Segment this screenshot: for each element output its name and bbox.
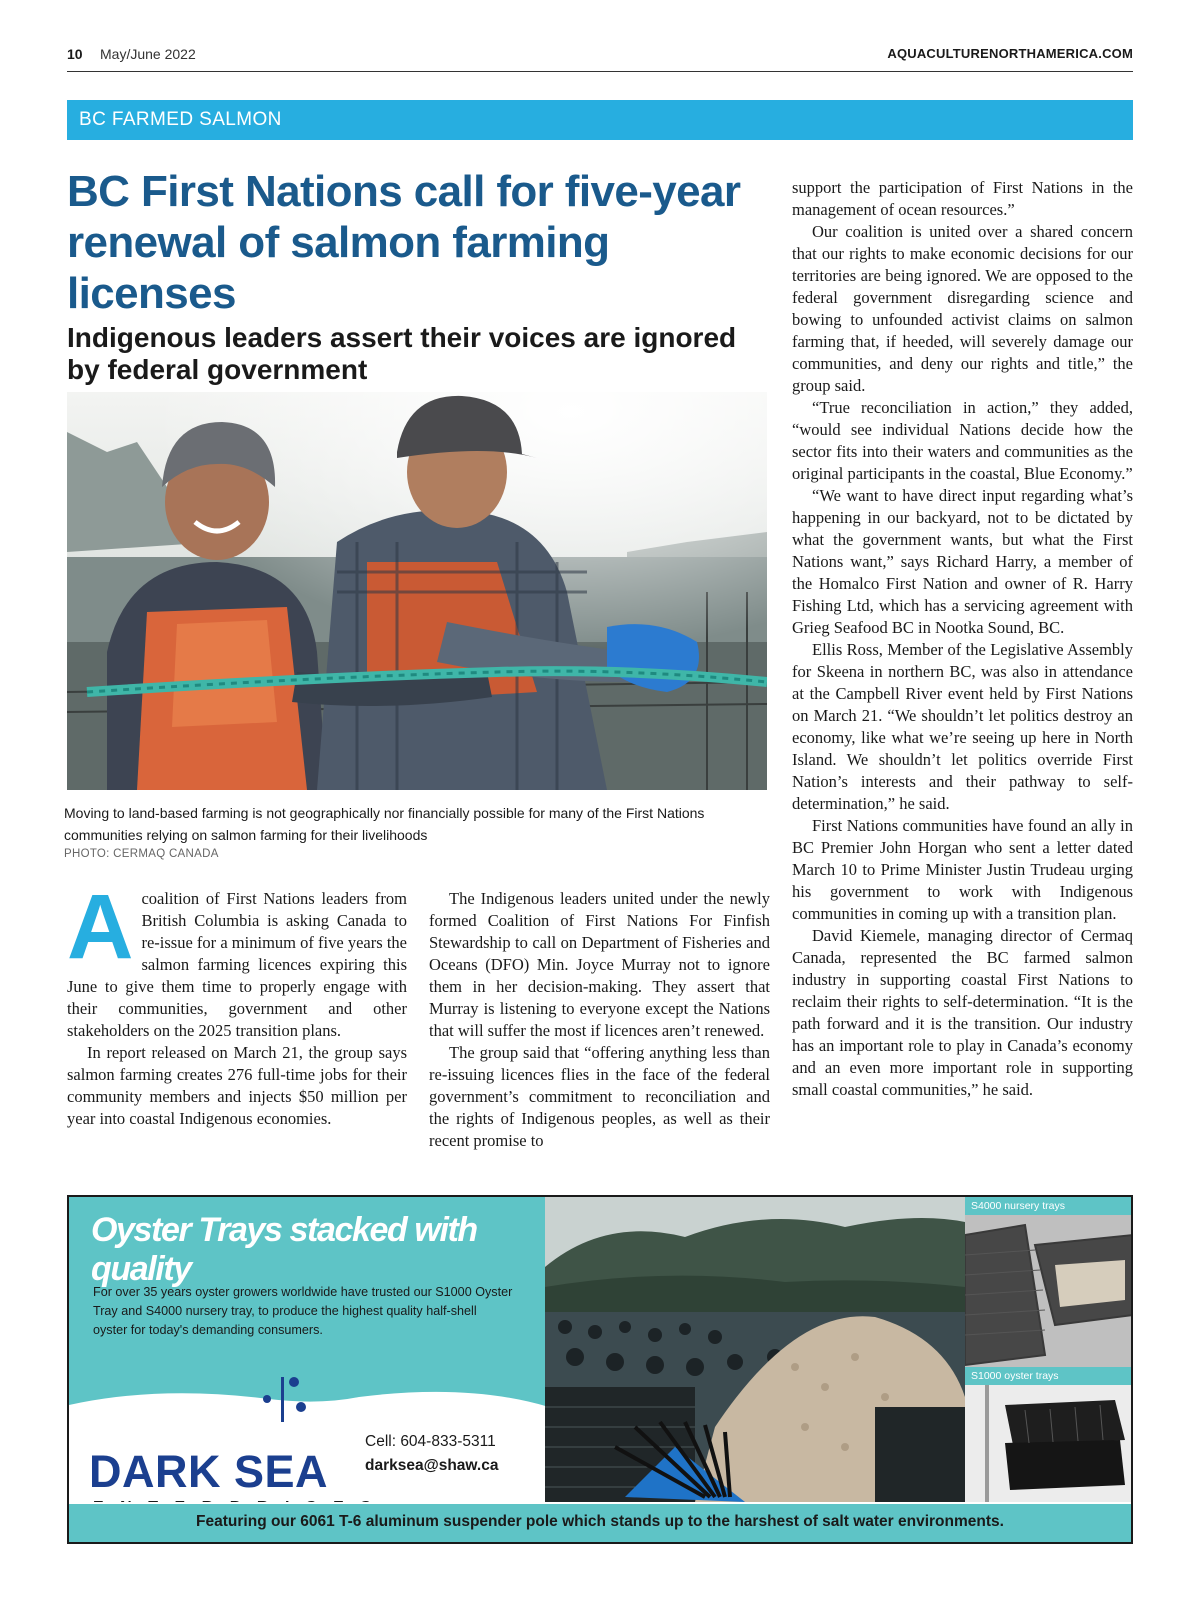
article-paragraph: “We want to have direct input regarding what’s happening in our backyard, not to be dictated by what the government wants, but what the First Nations want,” says Richard Harry, a member of the Homalco First Nation and owner of R. Harry Fishing Ltd, which has a servicing agreement with Grieg Seafood BC in Nootka Sound, BC. — [792, 486, 1133, 637]
ad-tagline: Featuring our 6061 T-6 aluminum suspender pole which stands up to the harshest of salt water environments. — [196, 1513, 1004, 1530]
article-paragraph: First Nations communities have found an ally in BC Premier John Horgan who sent a letter dated March 10 to Prime Minister Justin Trudeau urging his government to work with Indigenous communities in coming up with a transition plan. — [792, 816, 1133, 923]
article-paragraph: Ellis Ross, Member of the Legislative Assembly for Skeena in northern BC, was also in attendance at the Campbell River event held by First Nations on March 21. “We shouldn’t let politics destroy an economy, like what we’re seeing up here in North Island. We shouldn’t let politics override First Nation’s interests and their pathway to self-determination,” he said. — [792, 640, 1133, 813]
ad-text-panel — [69, 1197, 549, 1502]
ad-title: Oyster Trays stacked with quality — [91, 1211, 477, 1288]
oyster-farm-photo — [545, 1197, 965, 1502]
oyster-tray-illustration — [965, 1385, 1133, 1502]
photo-caption: Moving to land-based farming is not geographically nor financially possible for many of the First Nations communities relying on salmon farming for their livelihoods — [64, 805, 705, 843]
article-paragraph: In report released on March 21, the group says salmon farming creates 276 full-time jobs for their community members and injects $50 million per year into coastal Indigenous economies. — [67, 1043, 407, 1128]
article-paragraph: support the participation of First Nations in the management of ocean resources.” — [792, 178, 1133, 219]
article-column-1 — [67, 876, 407, 1130]
article-column-3 — [792, 177, 1133, 1101]
article-photo — [67, 392, 767, 790]
article-paragraph: The group said that “offering anything less than re-issuing licences flies in the face of the federal government’s commitment to reconciliation and the rights of Indigenous peoples, as well as their recent promise to — [429, 1043, 770, 1150]
logo-wordmark: DARK SEA — [89, 1446, 329, 1497]
article-paragraph — [67, 876, 407, 1042]
section-banner — [67, 100, 1133, 140]
photo-credit: PHOTO: CERMAQ CANADA — [64, 848, 219, 860]
ad-phone[interactable]: Cell: 604-833-5311 — [365, 1433, 496, 1450]
article-headline: BC First Nations call for five-year renewal of salmon farming licenses — [67, 167, 741, 318]
issue-date: May/June 2022 — [100, 46, 196, 62]
dark-sea-logo — [89, 1447, 359, 1507]
drop-cap: A — [67, 876, 134, 978]
tray-product-panel — [965, 1197, 1133, 1502]
page-header — [67, 44, 1133, 72]
ad-email-link[interactable]: darksea@shaw.ca — [365, 1457, 499, 1474]
ad-body: For over 35 years oyster growers worldwide have trusted our S1000 Oyster Tray and S4000 nursery tray, to produce the highest quality half-shell oyster for today's demanding consumers. — [93, 1285, 513, 1337]
article-paragraph: Our coalition is united over a shared concern that our rights to make economic decisions for our territories are being ignored. We are opposed to the federal government disregarding science and bowing to unfounded activist claims on salmon farming that, if heeded, will severely damage our communities, and deny our rights and title,” the group said. — [792, 222, 1133, 395]
nursery-tray-label: S4000 nursery trays — [965, 1197, 1133, 1215]
oyster-tray-label: S1000 oyster trays — [965, 1367, 1133, 1385]
ad-footer-banner — [69, 1502, 1131, 1542]
workers-pulling-rope-illustration — [67, 392, 767, 790]
article-subheadline: Indigenous leaders assert their voices are ignored by federal government — [67, 322, 737, 385]
paragraph-text: coalition of First Nations leaders from British Columbia is asking Canada to re-issue for a minimum of five years the salmon farming licences expiring this June to give them time to properly engage with their communities, government and other stakeholders on the 2025 transition plans. — [67, 889, 407, 1040]
article-paragraph: The Indigenous leaders united under the newly formed Coalition of First Nations For Finfish Stewardship to call on Department of Fisheries and Oceans (DFO) Min. Joyce Murray not to ignore them in her decision-making. They assert that Murray is listening to everyone except the Nations that will suffer the most if licences aren’t renewed. — [429, 889, 770, 1040]
oyster-farm-illustration — [545, 1197, 965, 1502]
website-link[interactable]: AQUACULTURENORTHAMERICA.COM — [887, 46, 1133, 61]
oyster-tray-advertisement[interactable] — [67, 1195, 1133, 1544]
section-label: BC FARMED SALMON — [79, 109, 282, 130]
nursery-tray-stack-illustration — [965, 1215, 1133, 1367]
article-paragraph: “True reconciliation in action,” they added, “would see individual Nations decide how the sector fits into their waters and communities as the original participants in the coastal, Blue Economy.” — [792, 398, 1133, 483]
article-column-2 — [429, 888, 770, 1152]
page-number: 10 — [67, 46, 83, 62]
article-paragraph: David Kiemele, managing director of Cermaq Canada, represented the BC farmed salmon industry in supporting coastal First Nations to reclaim their rights to self-determination. “It is the path forward and it is the transition. Our industry has an important role to play in Canada’s economy and an even more important role in supporting small coastal communities,” he said. — [792, 926, 1133, 1099]
